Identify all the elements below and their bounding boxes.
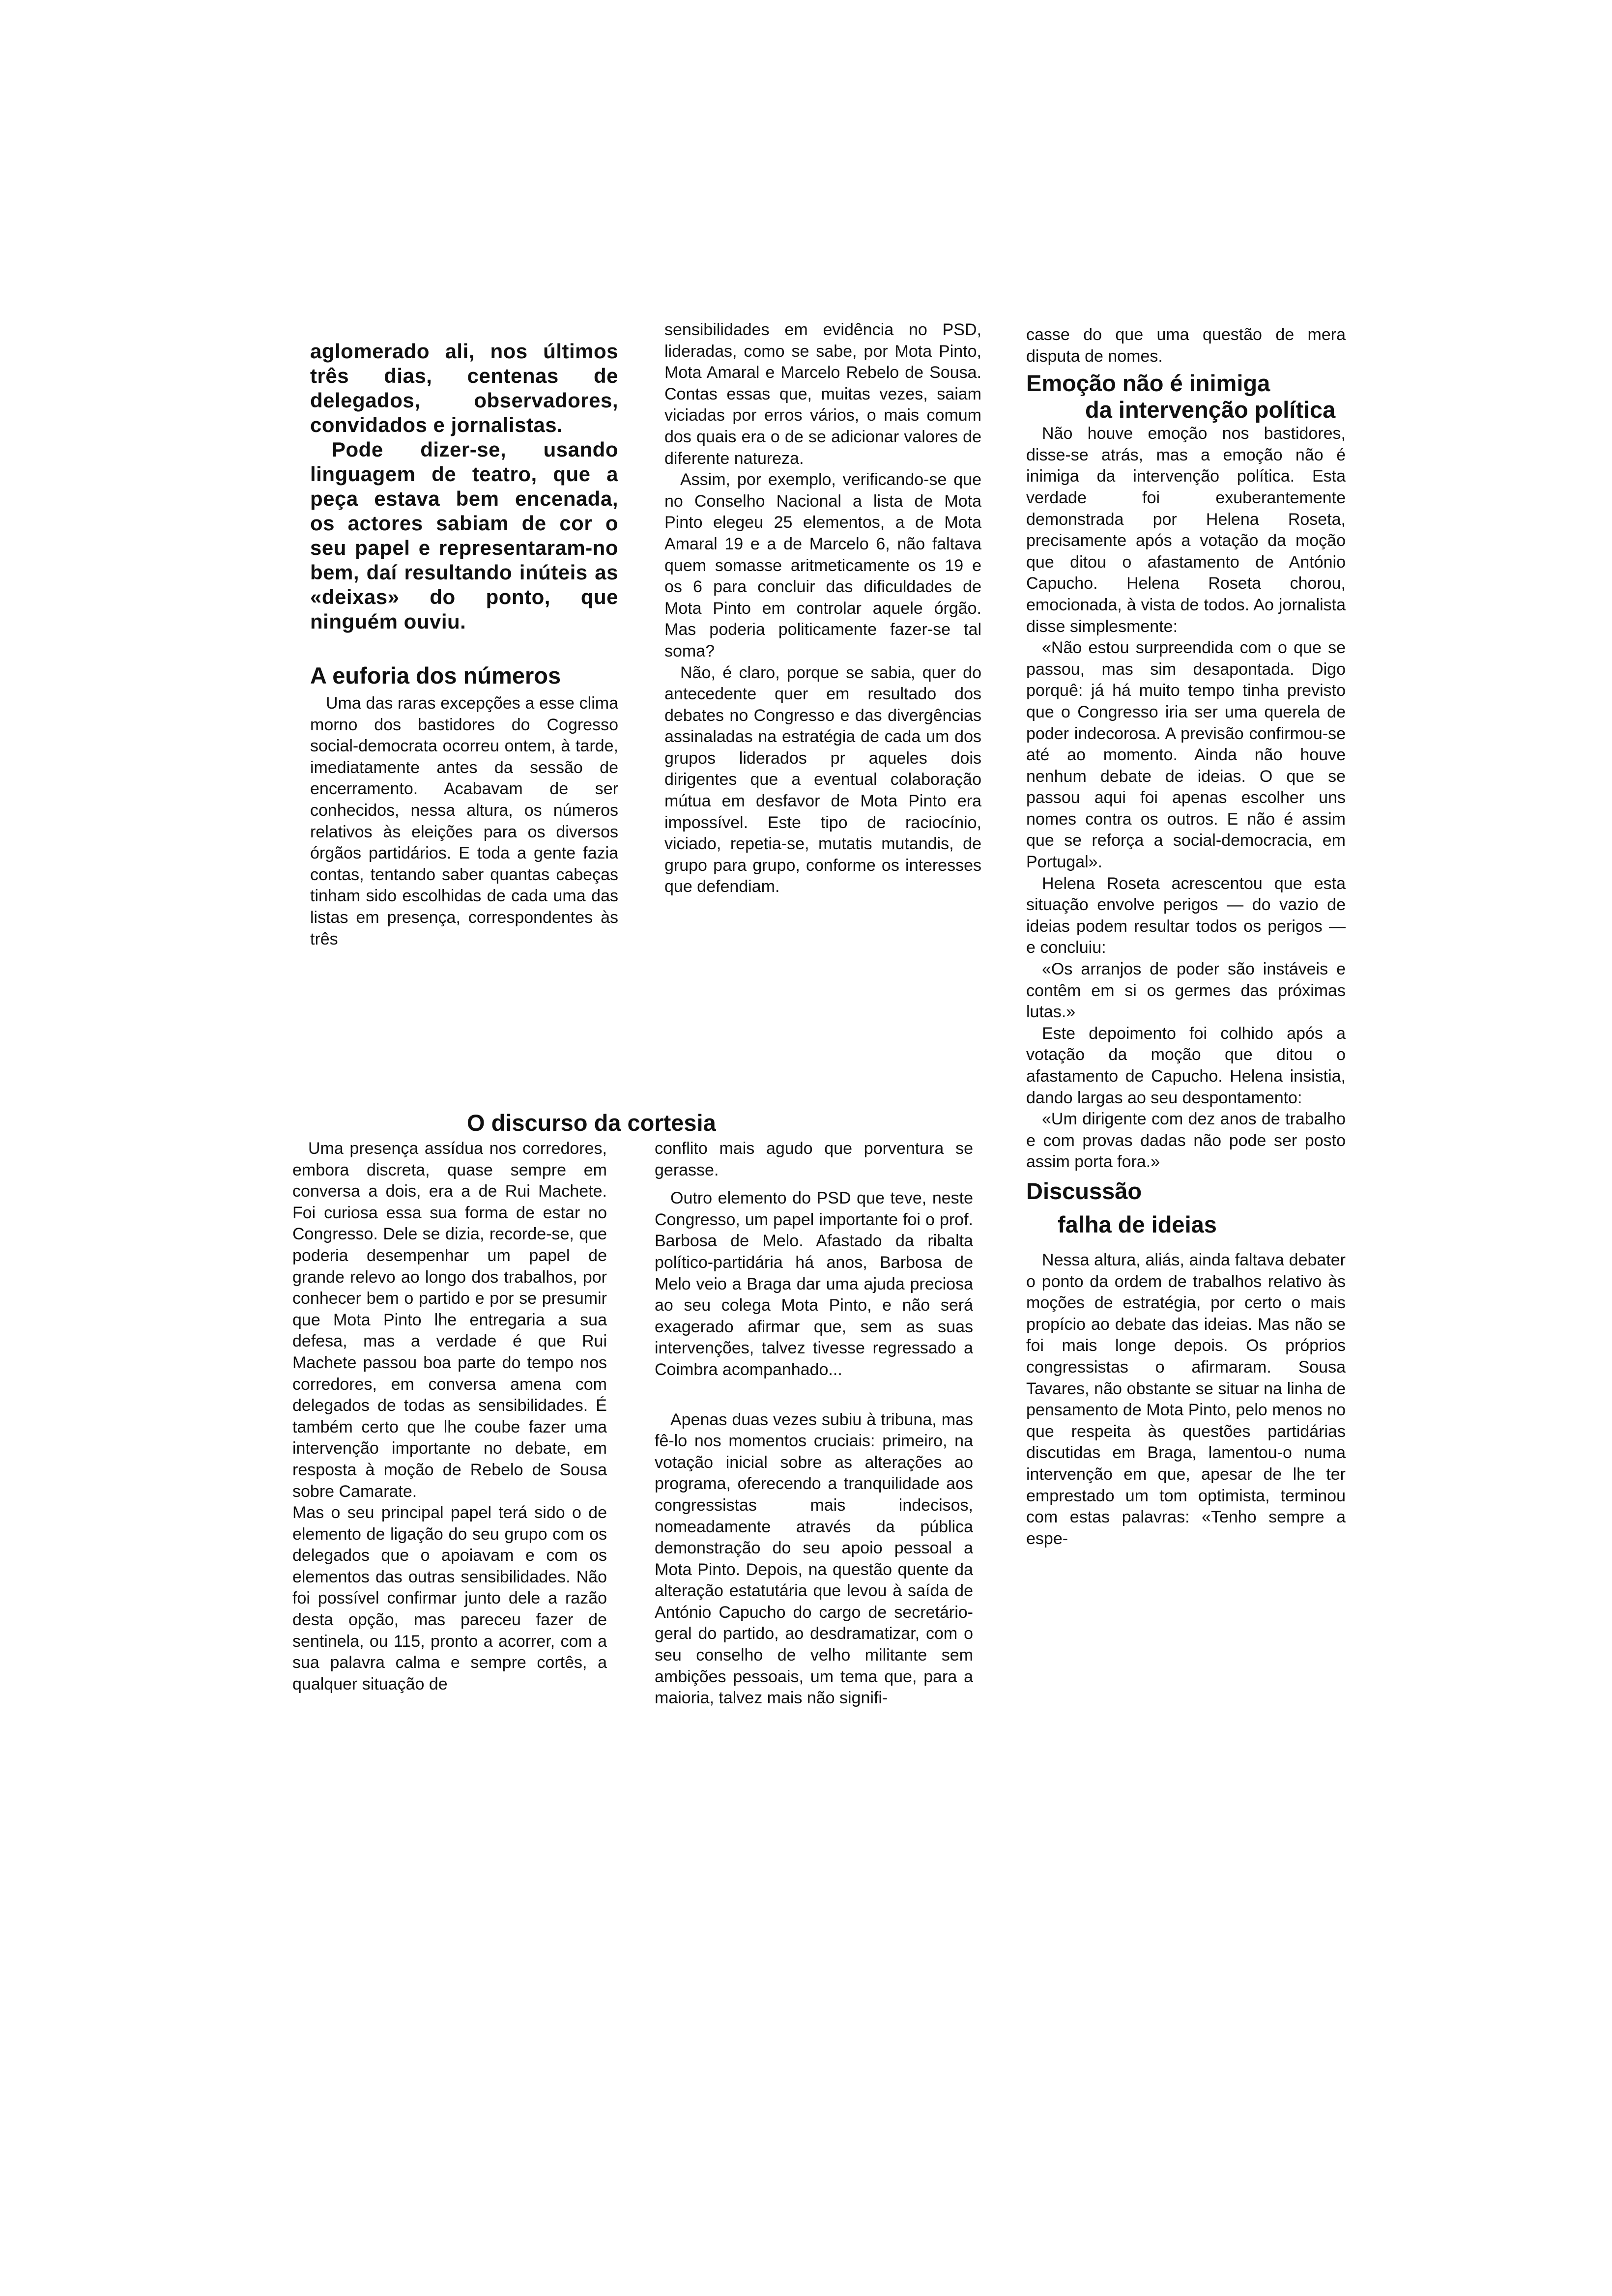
paragraph: Não, é claro, porque se sabia, quer do antecedente quer em resultado dos debates no Congresso e das divergências assinaladas na estratégia de cada um dos grupos liderados pr aqueles dois dirigentes que a eventual colaboração mútua em desfavor de Mota Pinto era impossível. Este tipo de raciocínio, viciado, repetia-se, mutatis mutandis, de grupo para grupo, conforme os interesses que defendiam. [664,663,981,896]
paragraph: casse do que uma questão de mera disputa de nomes. [1026,325,1346,366]
paragraph: Este depoimento foi colhido após a votação da moção que ditou o afastamento de Capucho. Helena insistia, dando largas ao seu despontamento: [1026,1024,1346,1107]
paragraph: Outro elemento do PSD que teve, neste Congresso, um papel importante foi o prof. Barbosa de Melo. Afastado da ribalta político-partidária há anos, Barbosa de Melo veio a Braga dar uma ajuda preciosa ao seu colega Mota Pinto, e não será exagerado afirmar que, sem as suas intervenções, talvez tivesse regressado a Coimbra acompanhado... [655,1189,973,1379]
column-3-body-2 [1026,1250,1346,1550]
paragraph: Helena Roseta acrescentou que esta situação envolve perigos — do vazio de ideias podem resultar todos os perigos — e concluiu: [1026,874,1346,957]
paragraph: «Um dirigente com dez anos de trabalho e com provas dadas não pode ser posto assim porta fora.» [1026,1110,1346,1172]
heading-discussao-line-2: falha de ideias [1058,1211,1217,1237]
center-heading-wrap [467,1110,811,1136]
lead-paragraph-1: aglomerado ali, nos últimos três dias, centenas de delegados, observadores, convidados e jornalistas. [310,340,618,436]
paragraph: Não houve emoção nos bastidores, disse-se atrás, mas a emoção não é inimiga da intervenção política. Esta verdade foi exuberantemente demonstrada por Helena Roseta, precisamente após a votação da moção que ditou o afastamento de António Capucho. Helena Roseta chorou, emocionada, à vista de todos. Ao jornalista disse simplesmente: [1026,424,1346,636]
paragraph: Mas o seu principal papel terá sido o de elemento de ligação do seu grupo com os delegados que o apoiavam e com os elementos das outras sensibilidades. Não foi possível confirmar junto dele a razão desta opção, mas pareceu fazer de sentinela, ou 115, pronto a acorrer, com a sua palavra calma e sempre cortês, a qualquer situação de [292,1503,607,1693]
column-2-lower-body [655,1138,973,1709]
paragraph: sensibilidades em evidência no PSD, lideradas, como se sabe, por Mota Pinto, Mota Amaral e Marcelo Rebelo de Sousa. Contas essas que, muitas vezes, saiam viciadas por erros vários, o mais comum dos quais era o de se adicionar valores de diferente natureza. [664,320,981,468]
paragraph: Nessa altura, aliás, ainda faltava debater o ponto da ordem de trabalhos relativo às moções de estratégia, por certo o mais propício ao debate das ideias. Mas não se foi mais longe depois. Os próprios congressistas o afirmaram. Sousa Tavares, não obstante se situar na linha de pensamento de Mota Pinto, pelo menos no que respeita às questões partidárias discutidas em Braga, lamentou-o numa intervenção em que, apesar de lhe ter emprestado um tom optimista, terminou com estas palavras: «Tenho sempre a espe- [1026,1250,1346,1548]
heading-emocao-line-1: Emoção não é inimiga [1026,370,1270,397]
column-1-lower [292,1138,607,1695]
column-3-body-1 [1026,423,1346,1173]
heading-discurso-cortesia: O discurso da cortesia [467,1110,716,1136]
column-3-intro [1026,324,1346,367]
paragraph: Uma das raras excepções a esse clima morno dos bastidores do Cogresso social-democrata ocorreu ontem, à tarde, imediatamente antes da sessão de encerramento. Acabavam de ser conhecidos, nessa altura, os números relativos às eleições para os diversos órgãos partidários. E toda a gente fazia contas, tentando saber quantas cabeças tinham sido escolhidas de cada uma das listas em presença, correspondentes às três [310,694,618,948]
column-2-lower [655,1138,973,1709]
paragraph: Uma presença assídua nos corredores, embora discreta, quase sempre em conversa a dois, era a de Rui Machete. Foi curiosa essa sua forma de estar no Congresso. Dele se dizia, recorde-se, que poderia desempenhar um papel de grande relevo ao longo dos trabalhos, por conhecer bem o partido e por se presumir que Mota Pinto lhe entregaria a sua defesa, mas a verdade é que Rui Machete passou boa parte do tempo nos corredores, em conversa amena com delegados de todas as sensibilidades. É também certo que lhe coube fazer uma intervenção importante no debate, em resposta à moção de Rebelo de Sousa sobre Camarate. [292,1139,607,1501]
column-1-body [310,693,618,950]
column-3 [1026,324,1346,1550]
paragraph: «Os arranjos de poder são instáveis e contêm em si os germes das próximas lutas.» [1026,960,1346,1022]
lead-paragraph-2: Pode dizer-se, usando linguagem de teatro, que a peça estava bem encenada, os actores sabiam de cor o seu papel e representaram-no bem, daí resultando inúteis as «deixas» do ponto, que ninguém ouviu. [310,438,618,633]
paragraph: conflito mais agudo que porventura se gerasse. [655,1139,973,1179]
column-2 [664,319,981,898]
paragraph: «Não estou surpreendida com o que se passou, mas sim desapontada. Digo porquê: já há muito tempo tinha previsto que o Congresso iria ser uma querela de poder indecorosa. A previsão confirmou-se até ao momento. Ainda não houve nenhum debate de ideias. O que se passou aqui foi apenas escolher uns nomes contra os outros. E não é assim que se reforça a social-democracia, em Portugal». [1026,638,1346,872]
heading-euforia: A euforia dos números [310,662,561,689]
paragraph: Apenas duas vezes subiu à tribuna, mas fê-lo nos momentos cruciais: primeiro, na votação inicial sobre as alterações ao programa, oferecendo a tranquilidade aos congressistas mais indecisos, nomeadamente através da pública demonstração do seu apoio pessoal a Mota Pinto. Depois, na questão quente da alteração estatutária que levou à saída de António Capucho do cargo de secretário-geral do partido, ao desdramatizar, com o seu conselho de velho militante sem ambições pessoais, um tema que, para a maioria, talvez mais não signifi- [655,1410,973,1708]
column-2-body [664,319,981,898]
column-1 [310,339,618,950]
column-1-lower-body [292,1138,607,1695]
heading-emocao-line-2: da intervenção política [1085,397,1336,423]
paragraph: Assim, por exemplo, verificando-se que no Conselho Nacional a lista de Mota Pinto elegeu 25 elementos, a de Mota Amaral 19 e a de Marcelo 6, não faltava quem somasse aritmeticamente os 19 e os 6 para concluir das dificuldades de Mota Pinto em controlar aquele órgão. Mas poderia politicamente fazer-se tal soma? [664,470,981,660]
heading-discussao-line-1: Discussão [1026,1177,1142,1204]
